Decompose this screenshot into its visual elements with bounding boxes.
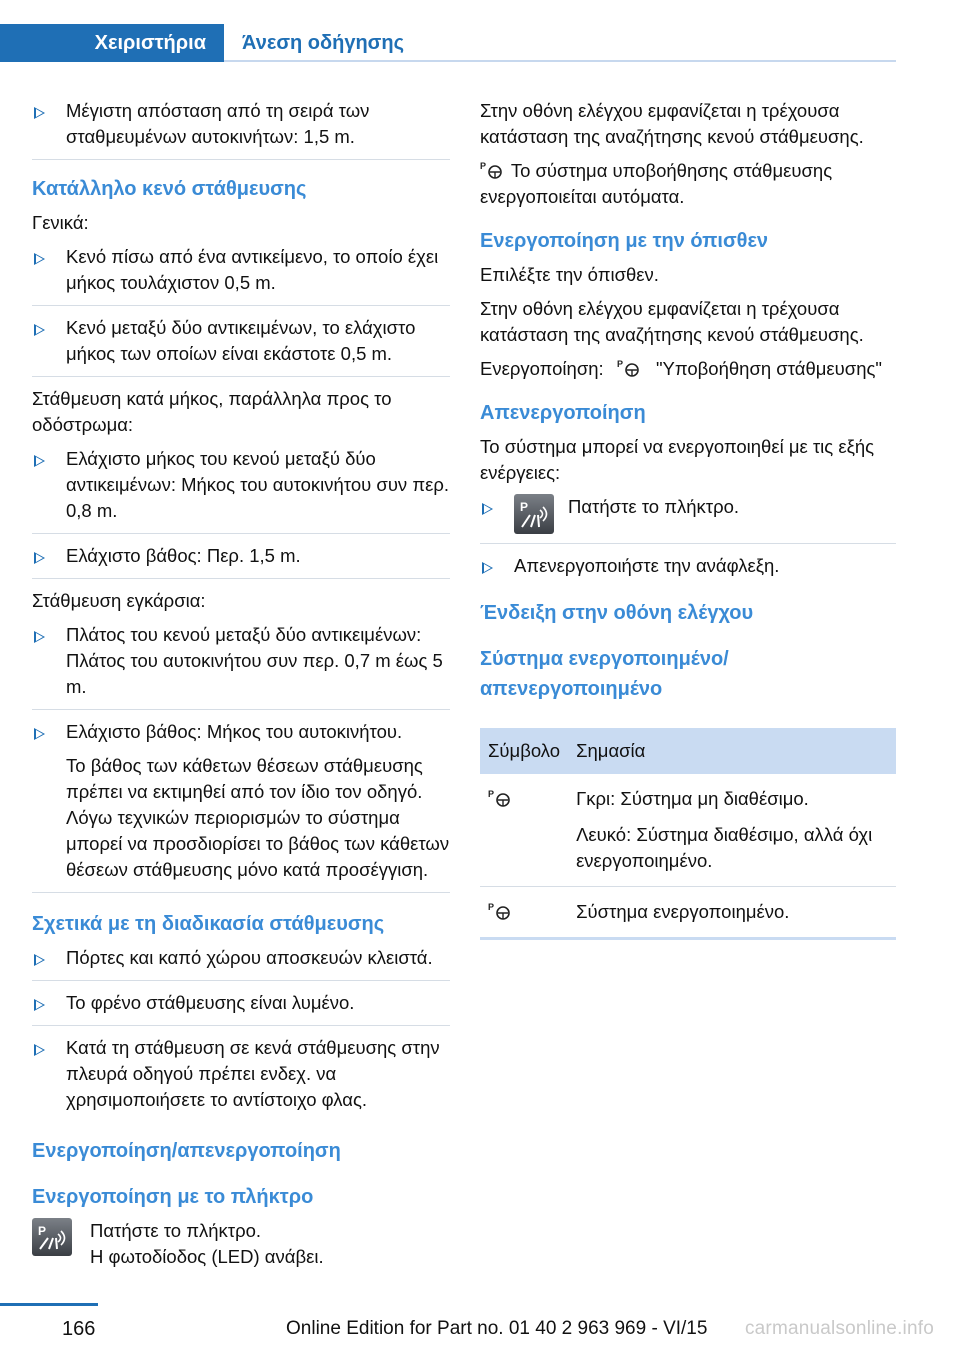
symbol-table <box>480 728 896 940</box>
paragraph-general: Γενικά: <box>32 212 89 233</box>
list-item: Κενό πίσω από ένα αντικείμενο, το οποίο έχει μήκος τουλάχιστον 0,5 m. <box>32 244 450 306</box>
park-assist-button-icon <box>32 1218 72 1256</box>
list-item: Πλάτος του κενού μεταξύ δύο αντικειμένων: Πλάτος του αυτοκινήτου συν περ. 0,7 m έως 5 m. <box>32 622 450 710</box>
paragraph-status-2: Στην οθόνη ελέγχου εμφανίζεται η τρέχουσα κατάσταση της αναζήτησης κενού στάθμευσης. <box>480 298 864 345</box>
svg-text:P: P <box>488 902 495 912</box>
park-assist-icon <box>480 160 506 180</box>
bullet-triangle-icon <box>34 324 45 336</box>
table-cell-meaning: Λευκό: Σύστημα διαθέσιμο, αλλά όχι ενεργοποιημένο. <box>576 824 873 871</box>
bullet-triangle-icon <box>34 728 45 740</box>
table-header-meaning: Σημασία <box>568 728 896 774</box>
heading-suitable-gap: Κατάλληλο κενό στάθμευσης <box>32 178 307 200</box>
button-instruction <box>32 1218 450 1270</box>
svg-text:P: P <box>480 161 487 171</box>
page-number: 166 <box>62 1318 96 1340</box>
watermark: carmanualsonline.info <box>744 1318 934 1339</box>
park-assist-icon <box>617 358 643 378</box>
heading-parking-procedure: Σχετικά με τη διαδικασία στάθμευσης <box>32 913 385 935</box>
table-cell-meaning: Γκρι: Σύστημα μη διαθέσιμο. <box>576 788 809 809</box>
press-button-text: Πατήστε το πλήκτρο. <box>90 1220 262 1241</box>
park-assist-button-icon <box>514 494 554 534</box>
table-row <box>480 774 896 887</box>
park-assist-icon <box>488 788 514 808</box>
bullet-triangle-icon <box>34 107 45 119</box>
bullet-triangle-icon <box>482 562 493 574</box>
heading-deactivation: Απενεργοποίηση <box>480 402 646 424</box>
svg-text:P: P <box>520 500 529 514</box>
paragraph-parallel: Στάθμευση κατά μήκος, παράλληλα προς το οδόστρωμα: <box>32 388 392 435</box>
bullet-triangle-icon <box>34 455 45 467</box>
table-header-symbol: Σύμβολο <box>480 728 568 774</box>
park-assist-active-icon <box>488 901 514 921</box>
bullet-triangle-icon <box>34 552 45 564</box>
table-header-row <box>480 728 896 774</box>
list-item: Μέγιστη απόσταση από τη σειρά των σταθμευμένων αυτοκινήτων: 1,5 m. <box>32 98 450 160</box>
edition-note: Online Edition for Part no. 01 40 2 963 969 - VI/15 <box>286 1318 708 1339</box>
heading-system-status: Σύστημα ενεργοποιημένο/απενεργοποιημένο <box>480 648 729 700</box>
heading-control-display: Ένδειξη στην οθόνη ελέγχου <box>480 602 754 624</box>
led-text: Η φωτοδίοδος (LED) ανάβει. <box>90 1246 324 1267</box>
list-item: P Πατήστε το πλήκτρο. <box>480 494 896 544</box>
bullet-triangle-icon <box>34 631 45 643</box>
bullet-triangle-icon <box>34 954 45 966</box>
paragraph-auto-activation: P Το σύστημα υποβοήθησης στάθμευσης ενεργοποιείται αυτόματα. <box>480 160 833 207</box>
list-item: Το φρένο στάθμευσης είναι λυμένο. <box>32 990 450 1026</box>
list-item: Ελάχιστο βάθος: Μήκος του αυτοκινήτου. Το βάθος των κάθετων θέσεων στάθμευσης πρέπει να εκτιμηθεί από τον ίδιο τον οδηγό. Λόγω τεχνικών περιορισμών το σύστημα μπορεί να προσδιορίσει το βάθος των κάθετων θέσεων στάθμευσης μόνο κατά προσέγγιση. <box>32 719 450 893</box>
section-tab-controls[interactable]: Χειριστήρια <box>0 24 224 62</box>
list-item: Κενό μεταξύ δύο αντικειμένων, το ελάχιστο μήκος των οποίων είναι εκάστοτε 0,5 m. <box>32 315 450 377</box>
list-item: Ελάχιστο μήκος του κενού μεταξύ δύο αντικειμένων: Μήκος του αυτοκινήτου συν περ. 0,8 m. <box>32 446 450 534</box>
menu-item-park-assist: "Υποβοήθηση στάθμευσης" <box>655 358 882 379</box>
list-item: Ελάχιστο βάθος: Περ. 1,5 m. <box>32 543 450 579</box>
header-rule <box>224 60 896 62</box>
list-item: Απενεργοποιήστε την ανάφλεξη. <box>480 553 896 588</box>
table-row <box>480 887 896 939</box>
paragraph-select-reverse: Επιλέξτε την όπισθεν. <box>480 264 659 285</box>
heading-activation-deactivation: Ενεργοποίηση/απενεργοποίηση <box>32 1140 341 1162</box>
bullet-triangle-icon <box>34 1044 45 1056</box>
paragraph-status: Στην οθόνη ελέγχου εμφανίζεται η τρέχουσα κατάσταση της αναζήτησης κενού στάθμευσης. <box>480 100 864 147</box>
left-column <box>32 98 450 1270</box>
footer-rule <box>0 1303 98 1306</box>
bullet-triangle-icon <box>482 503 493 515</box>
page-header <box>0 0 960 62</box>
right-column <box>480 98 896 940</box>
table-cell-meaning: Σύστημα ενεργοποιημένο. <box>568 887 896 939</box>
heading-activation-button: Ενεργοποίηση με το πλήκτρο <box>32 1186 314 1208</box>
svg-text:P: P <box>616 359 623 369</box>
svg-text:P: P <box>38 1224 47 1238</box>
paragraph-perpendicular: Στάθμευση εγκάρσια: <box>32 590 206 611</box>
list-item: Πόρτες και καπό χώρου αποσκευών κλειστά. <box>32 945 450 981</box>
list-item: Κατά τη στάθμευση σε κενά στάθμευσης στην πλευρά οδηγού πρέπει ενδεχ. να χρησιμοποιήσετε το αντίστοιχο φλας. <box>32 1035 450 1122</box>
paragraph-activation-menu: Ενεργοποίηση: P "Υποβοήθηση στάθμευσης" <box>480 358 882 379</box>
heading-activation-reverse: Ενεργοποίηση με την όπισθεν <box>480 230 769 252</box>
paragraph-deactivation-intro: Το σύστημα μπορεί να ενεργοποιηθεί με τις εξής ενέργειες: <box>480 436 875 483</box>
bullet-triangle-icon <box>34 999 45 1011</box>
section-tab-driving-comfort[interactable]: Άνεση οδήγησης <box>242 31 404 54</box>
svg-text:P: P <box>488 789 495 799</box>
bullet-triangle-icon <box>34 253 45 265</box>
list-item-note: Το βάθος των κάθετων θέσεων στάθμευσης πρέπει να εκτιμηθεί από τον ίδιο τον οδηγό. Λόγω τεχνικών περιορισμών το σύστημα μπορεί να προσδιορίσει το βάθος των κάθετων θέσεων στάθμευσης μόνο κατά προσέγγιση. <box>66 755 450 880</box>
